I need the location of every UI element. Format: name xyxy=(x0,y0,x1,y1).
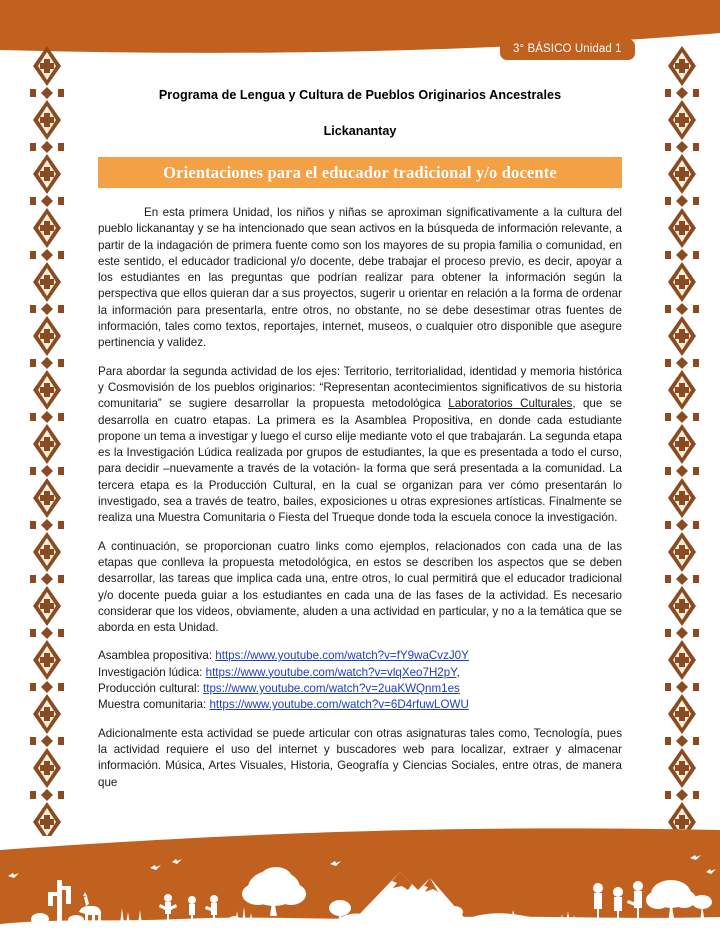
link-label-muestra: Muestra comunitaria: xyxy=(98,698,210,712)
section-banner-label: Orientaciones para el educador tradicional y/o docente xyxy=(163,162,557,182)
list-item xyxy=(98,681,622,697)
link-url-asamblea[interactable]: https://www.youtube.com/watch?v=fY9waCvzJ0Y xyxy=(215,649,469,663)
methodology-name-underlined: Laboratorios Culturales xyxy=(448,397,573,411)
body-text-column xyxy=(98,188,622,791)
page-title: Programa de Lengua y Cultura de Pueblos Originarios Ancestrales xyxy=(158,88,562,102)
link-label-produccion: Producción cultural: xyxy=(98,682,204,696)
paragraph-3: A continuación, se proporcionan cuatro links como ejemplos, relacionados con cada una de las etapas que conlleva la propuesta metodológica, en estos se describen los aspectos que se deben desarrollar, las tareas que implica cada una, entre otros, lo cual permitirá que el educador tradicional y/o docente pueda guiar a los estudiantes en cada una de las fases de la actividad. Es necesario considerar que los videos, obviamente, aluden a una actividad en particular, y no a la temática que se aborda en esta Unidad. xyxy=(98,539,622,635)
list-item xyxy=(98,665,622,681)
link-label-asamblea: Asamblea propositiva: xyxy=(98,649,216,663)
link-trailing-investigacion: , xyxy=(456,665,460,679)
bottom-illustration-band xyxy=(0,820,720,932)
paragraph-2-part-b: , que se desarrolla en cuatro etapas. La primera es la Asamblea Propositiva, en donde cada estudiante propone un tema a investigar y luego el curso elije mediante voto el que trabajarán. La segunda etapa es la Investigación Lúdica realizada por grupos de estudiantes, la que es presentada a todo el curso, para decidir –nuevamente a través de la votación- la forma que será presentada a la comunidad. La tercera etapa es la Producción Cultural, en la cual se organizan para ver cómo presentarán lo investigado, sea a través de teatro, bailes, exposiciones u otras expresiones artísticas. Finalmente se realiza una Muestra Comunitaria o Fiesta del Trueque donde toda la escuela conoce la investigación. xyxy=(98,397,623,525)
page-subtitle: Lickanantay xyxy=(323,124,397,138)
link-url-investigacion[interactable]: https://www.youtube.com/watch?v=vlqXeo7H2pY xyxy=(205,665,457,679)
link-label-investigacion: Investigación lúdica: xyxy=(98,665,206,679)
link-url-produccion[interactable]: ttps://www.youtube.com/watch?v=2uaKWQnm1es xyxy=(203,682,460,696)
unit-badge: 3° BÁSICO Unidad 1 xyxy=(500,39,635,60)
list-item xyxy=(98,648,622,664)
section-banner xyxy=(98,157,622,188)
list-item xyxy=(98,697,622,713)
video-links-list xyxy=(98,648,622,713)
link-url-muestra[interactable]: https://www.youtube.com/watch?v=6D4rfuwLOWU xyxy=(209,698,469,712)
paragraph-1: En esta primera Unidad, los niños y niñas se aproximan significativamente a la cultura del pueblo lickanantay y se ha intencionado que sean activos en la búsqueda de información relevante, a partir de la indagación de primera fuente como son los mayores de su propia familia o comunidad, en este sentido, el educador tradicional y/o docente, debe trabajar el proceso previo, es decir, apoyar a los estudiantes en las preguntas que podrían realizar para obtener la información según la perspectiva que ellos quieran dar a sus proyectos, sugerir u orientar en relación a la forma de ordenar la información para presentarla, entre otros, no obstante, no se debe desestimar otras fuentes de información, tales como textos, reportajes, internet, museos, o cualquier otro disponible que asegure pertinencia y validez. xyxy=(98,206,622,350)
paragraph-2 xyxy=(98,364,622,527)
paragraph-4: Adicionalmente esta actividad se puede articular con otras asignaturas tales como, Tecnología, pues la actividad requiere el uso del internet y buscadores web para localizar, extraer y almacenar información. Música, Artes Visuales, Historia, Geografía y Ciencias Sociales, entre otras, de manera que xyxy=(98,726,622,789)
paragraph-2-part-a: Para abordar la segunda actividad de los ejes: Territorio, territorialidad, identidad y memoria histórica y Cosmovisión de los pueblos originarios: “Representan acontecimientos significativos de su historia comunitaria” se sugiere desarrollar la propuesta metodológica xyxy=(98,364,622,411)
